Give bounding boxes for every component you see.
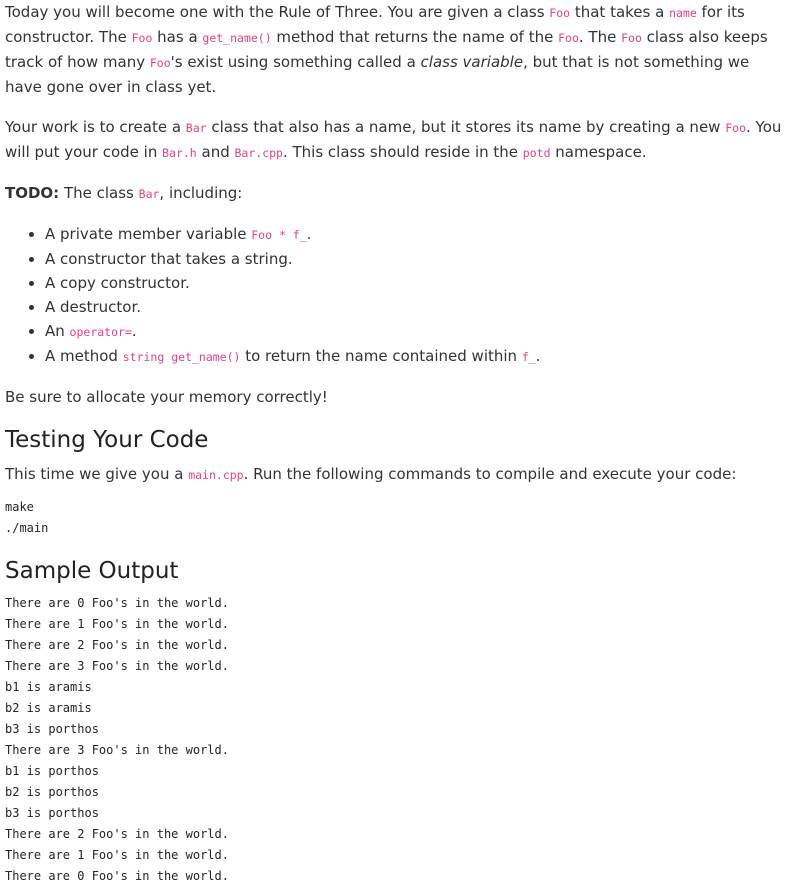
code-foo: Foo [131, 31, 153, 45]
code-foo: Foo [558, 31, 579, 45]
code-bar: Bar [185, 121, 207, 135]
list-item-text: . [131, 322, 137, 340]
list-item-code: string get_name() [122, 350, 241, 364]
work-text-1: Your work is to create a [5, 118, 186, 136]
code-name: name [669, 6, 697, 20]
testing-paragraph [5, 462, 789, 487]
list-item-code: f_ [521, 350, 536, 364]
list-item-text: A method [45, 347, 123, 365]
todo-list [5, 222, 789, 369]
intro-text-5: method that returns the name of the [271, 28, 559, 46]
list-item-text: A copy constructor. [45, 274, 190, 292]
testing-heading: Testing Your Code [5, 427, 209, 453]
code-foo: Foo [621, 31, 642, 45]
intro-text-7: class also keeps track of how many [5, 28, 768, 71]
todo-paragraph [5, 181, 789, 206]
todo-label: TODO: [5, 184, 60, 202]
testing-text-2: . Run the following commands to compile and execute your code: [243, 465, 737, 483]
code-main-cpp: main.cpp [188, 468, 244, 482]
work-text-5: . This class should reside in the [282, 143, 523, 161]
intro-paragraph [5, 0, 789, 99]
list-item-text: A private member variable [45, 225, 252, 243]
list-item [45, 344, 789, 369]
list-item-text: . [535, 347, 541, 365]
list-item-text: A destructor. [45, 298, 142, 316]
code-foo: Foo [549, 6, 571, 20]
list-item-text: An [45, 322, 70, 340]
list-item [45, 295, 789, 319]
list-item [45, 222, 789, 247]
code-bar-cpp: Bar.cpp [234, 146, 283, 160]
code-potd: potd [522, 146, 551, 160]
work-text-4: and [196, 143, 235, 161]
sample-output-code-block: There are 0 Foo's in the world. There are 1 Foo's in the world. There are 2 Foo's in the world. There are 3 Foo's in the world. b1 is aramis b2 is aramis b3 is porthos There are 3 Foo's in the world. b1 is porthos b2 is porthos b3 is porthos There are 2 Foo's in the world. There are 1 Foo's in the world. There are 0 Foo's in the world. [5, 596, 229, 883]
list-item [45, 319, 789, 344]
list-item-code: Foo * f_ [251, 228, 307, 242]
list-item-text: A constructor that takes a string. [45, 250, 293, 268]
work-text-2: class that also has a name, but it stores its name by creating a new [206, 118, 726, 136]
list-item [45, 247, 789, 271]
commands-code-block: make ./main [5, 500, 49, 535]
intro-text-8: 's exist using something called a [170, 53, 421, 71]
memory-note: Be sure to allocate your memory correctly! [5, 388, 328, 406]
intro-text-6: . The [578, 28, 622, 46]
todo-text-1: The class [59, 184, 139, 202]
work-text-6: namespace. [550, 143, 647, 161]
intro-text-9: , but that is not something we have gone over in class yet. [5, 53, 750, 96]
list-item-text: to return the name contained within [240, 347, 522, 365]
intro-text-1: Today you will become one with the Rule of Three. You are given a class [5, 3, 550, 21]
intro-text-4: has a [152, 28, 203, 46]
code-get-name: get_name() [202, 31, 272, 45]
list-item-text: . [306, 225, 312, 243]
class-variable-emphasis: class variable [420, 53, 524, 71]
code-foo: Foo [725, 121, 746, 135]
work-paragraph [5, 115, 789, 165]
testing-text-1: This time we give you a [5, 465, 189, 483]
code-foo: Foo [149, 56, 171, 70]
list-item [45, 271, 789, 295]
code-bar: Bar [138, 187, 160, 201]
list-item-code: operator= [69, 325, 132, 339]
work-text-3: . You will put your code in [5, 118, 782, 161]
intro-text-2: that takes a [570, 3, 670, 21]
sample-output-heading: Sample Output [5, 558, 179, 584]
code-bar-h: Bar.h [162, 146, 197, 160]
todo-text-2: , including: [159, 184, 243, 202]
intro-text-3: for its constructor. The [5, 3, 745, 46]
